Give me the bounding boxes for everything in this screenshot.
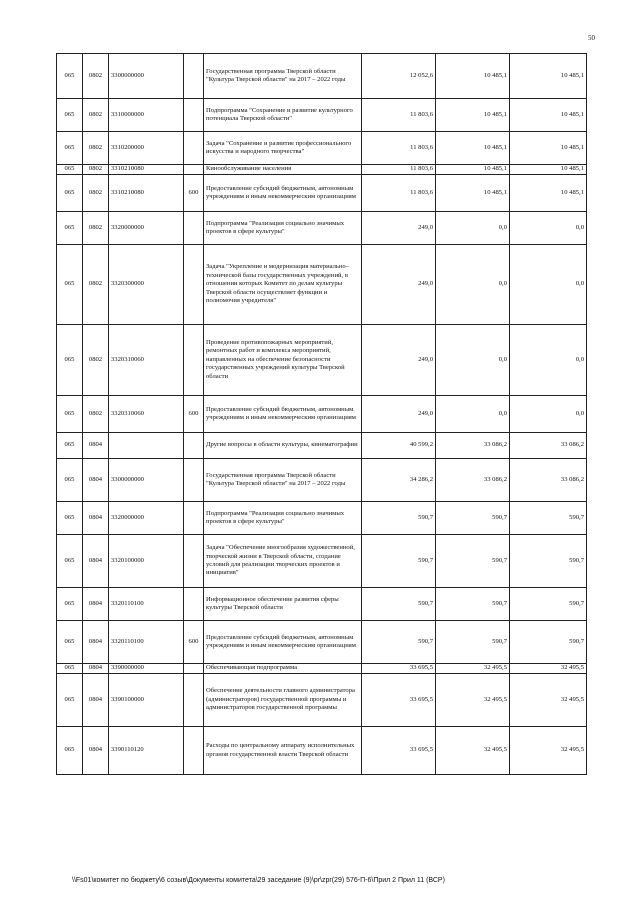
table-row xyxy=(57,727,587,775)
cell-administrator-code: 065 xyxy=(57,245,83,325)
cell-item-name: Обеспечение деятельности главного администратора (администраторов) государственной программы и администраторов государственной программы xyxy=(204,674,362,727)
cell-expense-type-code xyxy=(184,54,204,99)
cell-amount-year-3: 10 485,1 xyxy=(510,99,587,132)
cell-expense-type-code xyxy=(184,212,204,245)
cell-amount-year-2: 0,0 xyxy=(436,245,510,325)
cell-administrator-code: 065 xyxy=(57,588,83,621)
cell-target-article-code xyxy=(109,433,184,459)
cell-target-article-code: 3390110120 xyxy=(109,727,184,775)
cell-amount-year-1: 11 803,6 xyxy=(362,132,436,165)
cell-item-name: Предоставление субсидий бюджетным, автономным учреждениям и иным некоммерческим организациям xyxy=(204,396,362,433)
cell-amount-year-3: 32 495,5 xyxy=(510,674,587,727)
cell-amount-year-1: 590,7 xyxy=(362,502,436,535)
cell-expense-type-code xyxy=(184,535,204,588)
cell-section-code: 0802 xyxy=(83,99,109,132)
cell-amount-year-2: 10 485,1 xyxy=(436,175,510,212)
cell-amount-year-3: 0,0 xyxy=(510,396,587,433)
cell-administrator-code: 065 xyxy=(57,459,83,502)
cell-amount-year-1: 590,7 xyxy=(362,588,436,621)
cell-administrator-code: 065 xyxy=(57,165,83,175)
cell-item-name: Другие вопросы в области культуры, кинематографии xyxy=(204,433,362,459)
cell-expense-type-code xyxy=(184,132,204,165)
cell-amount-year-2: 32 495,5 xyxy=(436,727,510,775)
cell-expense-type-code: 600 xyxy=(184,621,204,664)
table-row xyxy=(57,664,587,674)
cell-target-article-code: 3310000000 xyxy=(109,99,184,132)
cell-section-code: 0804 xyxy=(83,535,109,588)
cell-item-name: Предоставление субсидий бюджетным, автономным учреждениям и иным некоммерческим организациям xyxy=(204,175,362,212)
cell-expense-type-code xyxy=(184,674,204,727)
cell-item-name: Задача "Сохранение и развитие профессионального искусства и народного творчества" xyxy=(204,132,362,165)
cell-expense-type-code: 600 xyxy=(184,175,204,212)
cell-administrator-code: 065 xyxy=(57,175,83,212)
budget-table-body xyxy=(57,54,587,775)
cell-administrator-code: 065 xyxy=(57,433,83,459)
cell-target-article-code: 3320110100 xyxy=(109,588,184,621)
cell-amount-year-3: 0,0 xyxy=(510,325,587,396)
cell-item-name: Государственная программа Тверской области "Культура Тверской области" на 2017 – 2022 годы xyxy=(204,459,362,502)
cell-amount-year-3: 10 485,1 xyxy=(510,54,587,99)
cell-expense-type-code xyxy=(184,433,204,459)
cell-amount-year-1: 12 052,6 xyxy=(362,54,436,99)
table-row xyxy=(57,132,587,165)
cell-amount-year-2: 590,7 xyxy=(436,621,510,664)
cell-administrator-code: 065 xyxy=(57,664,83,674)
cell-section-code: 0804 xyxy=(83,664,109,674)
cell-amount-year-3: 10 485,1 xyxy=(510,165,587,175)
cell-amount-year-1: 34 286,2 xyxy=(362,459,436,502)
cell-administrator-code: 065 xyxy=(57,212,83,245)
cell-amount-year-2: 10 485,1 xyxy=(436,99,510,132)
cell-amount-year-1: 249,0 xyxy=(362,396,436,433)
cell-amount-year-3: 10 485,1 xyxy=(510,175,587,212)
cell-expense-type-code xyxy=(184,459,204,502)
cell-expense-type-code xyxy=(184,245,204,325)
cell-section-code: 0802 xyxy=(83,245,109,325)
cell-target-article-code: 3320100000 xyxy=(109,535,184,588)
footer-file-path: \\Fs01\комитет по бюджету\6 созыв\Документы комитета\29 заседание (9)\pr\zpr(29) 576-П-6\Прил 2 Прил 11 (ВСР) xyxy=(72,877,445,884)
table-row xyxy=(57,502,587,535)
cell-administrator-code: 065 xyxy=(57,621,83,664)
cell-amount-year-2: 590,7 xyxy=(436,588,510,621)
cell-amount-year-2: 10 485,1 xyxy=(436,132,510,165)
cell-administrator-code: 065 xyxy=(57,54,83,99)
cell-section-code: 0804 xyxy=(83,502,109,535)
cell-target-article-code: 3310200000 xyxy=(109,132,184,165)
table-row xyxy=(57,588,587,621)
cell-amount-year-3: 590,7 xyxy=(510,588,587,621)
cell-target-article-code: 3390000000 xyxy=(109,664,184,674)
table-row xyxy=(57,459,587,502)
cell-administrator-code: 065 xyxy=(57,396,83,433)
cell-administrator-code: 065 xyxy=(57,674,83,727)
cell-amount-year-1: 33 695,5 xyxy=(362,727,436,775)
cell-amount-year-2: 10 485,1 xyxy=(436,54,510,99)
cell-amount-year-2: 33 086,2 xyxy=(436,433,510,459)
cell-amount-year-3: 33 086,2 xyxy=(510,433,587,459)
cell-target-article-code: 3320000000 xyxy=(109,212,184,245)
cell-target-article-code: 3320310060 xyxy=(109,325,184,396)
cell-amount-year-1: 11 803,6 xyxy=(362,99,436,132)
cell-amount-year-2: 590,7 xyxy=(436,535,510,588)
cell-administrator-code: 065 xyxy=(57,132,83,165)
cell-expense-type-code xyxy=(184,727,204,775)
cell-amount-year-2: 0,0 xyxy=(436,396,510,433)
cell-expense-type-code xyxy=(184,664,204,674)
cell-section-code: 0804 xyxy=(83,621,109,664)
table-row xyxy=(57,325,587,396)
cell-expense-type-code xyxy=(184,99,204,132)
cell-amount-year-3: 0,0 xyxy=(510,245,587,325)
table-row xyxy=(57,175,587,212)
table-row xyxy=(57,245,587,325)
cell-target-article-code: 3320310060 xyxy=(109,396,184,433)
cell-item-name: Проведение противопожарных мероприятий, ремонтных работ и комплекса мероприятий, направленных на обеспечение безопасности государственных учреждений культуры Тверской области xyxy=(204,325,362,396)
cell-amount-year-1: 249,0 xyxy=(362,325,436,396)
cell-item-name: Подпрограмма "Реализация социально значимых проектов в сфере культуры" xyxy=(204,212,362,245)
cell-administrator-code: 065 xyxy=(57,325,83,396)
cell-expense-type-code xyxy=(184,502,204,535)
cell-section-code: 0802 xyxy=(83,212,109,245)
cell-section-code: 0802 xyxy=(83,325,109,396)
table-row xyxy=(57,99,587,132)
cell-amount-year-1: 249,0 xyxy=(362,245,436,325)
cell-expense-type-code xyxy=(184,165,204,175)
cell-target-article-code: 3300000000 xyxy=(109,459,184,502)
cell-amount-year-1: 33 695,5 xyxy=(362,664,436,674)
table-row xyxy=(57,674,587,727)
cell-target-article-code: 3390100000 xyxy=(109,674,184,727)
cell-item-name: Государственная программа Тверской области "Культура Тверской области" на 2017 – 2022 годы xyxy=(204,54,362,99)
table-row xyxy=(57,165,587,175)
table-row xyxy=(57,212,587,245)
cell-amount-year-3: 590,7 xyxy=(510,621,587,664)
cell-amount-year-2: 0,0 xyxy=(436,325,510,396)
cell-administrator-code: 065 xyxy=(57,502,83,535)
cell-amount-year-2: 32 495,5 xyxy=(436,664,510,674)
table-row xyxy=(57,54,587,99)
cell-section-code: 0804 xyxy=(83,588,109,621)
cell-amount-year-1: 11 803,6 xyxy=(362,175,436,212)
table-row xyxy=(57,621,587,664)
cell-amount-year-3: 32 495,5 xyxy=(510,727,587,775)
cell-section-code: 0804 xyxy=(83,674,109,727)
cell-amount-year-3: 33 086,2 xyxy=(510,459,587,502)
cell-expense-type-code xyxy=(184,325,204,396)
cell-target-article-code: 3320110100 xyxy=(109,621,184,664)
cell-administrator-code: 065 xyxy=(57,535,83,588)
cell-section-code: 0802 xyxy=(83,132,109,165)
cell-item-name: Подпрограмма "Сохранение и развитие культурного потенциала Тверской области" xyxy=(204,99,362,132)
cell-section-code: 0802 xyxy=(83,54,109,99)
cell-amount-year-3: 0,0 xyxy=(510,212,587,245)
cell-amount-year-1: 590,7 xyxy=(362,535,436,588)
cell-item-name: Задача "Укрепление и модернизация материально–технической базы государственных учреждений, в отношении которых Комитет по делам культуры Тверской области осуществляет функции и полномочия учредителя" xyxy=(204,245,362,325)
cell-amount-year-1: 249,0 xyxy=(362,212,436,245)
cell-target-article-code: 3320300000 xyxy=(109,245,184,325)
table-row xyxy=(57,535,587,588)
cell-amount-year-2: 590,7 xyxy=(436,502,510,535)
cell-administrator-code: 065 xyxy=(57,99,83,132)
cell-amount-year-3: 32 495,5 xyxy=(510,664,587,674)
cell-item-name: Расходы по центральному аппарату исполнительных органов государственной власти Тверской области xyxy=(204,727,362,775)
cell-amount-year-1: 11 803,6 xyxy=(362,165,436,175)
cell-item-name: Задача "Обеспечение многообразия художественной, творческой жизни в Тверской области, создание условий для реализации творческих проектов и инициатив" xyxy=(204,535,362,588)
cell-expense-type-code: 600 xyxy=(184,396,204,433)
cell-amount-year-1: 590,7 xyxy=(362,621,436,664)
cell-amount-year-3: 590,7 xyxy=(510,535,587,588)
cell-item-name: Предоставление субсидий бюджетным, автономным учреждениям и иным некоммерческим организациям xyxy=(204,621,362,664)
cell-target-article-code: 3310210080 xyxy=(109,165,184,175)
cell-amount-year-1: 40 599,2 xyxy=(362,433,436,459)
cell-administrator-code: 065 xyxy=(57,727,83,775)
table-row xyxy=(57,433,587,459)
cell-item-name: Обеспечивающая подпрограмма xyxy=(204,664,362,674)
cell-item-name: Подпрограмма "Реализация социально значимых проектов в сфере культуры" xyxy=(204,502,362,535)
cell-expense-type-code xyxy=(184,588,204,621)
cell-target-article-code: 3320000000 xyxy=(109,502,184,535)
cell-section-code: 0802 xyxy=(83,175,109,212)
cell-amount-year-2: 10 485,1 xyxy=(436,165,510,175)
cell-amount-year-3: 590,7 xyxy=(510,502,587,535)
cell-section-code: 0804 xyxy=(83,433,109,459)
page-number: 50 xyxy=(588,34,595,42)
cell-amount-year-3: 10 485,1 xyxy=(510,132,587,165)
cell-amount-year-1: 33 695,5 xyxy=(362,674,436,727)
cell-target-article-code: 3310210080 xyxy=(109,175,184,212)
cell-amount-year-2: 0,0 xyxy=(436,212,510,245)
cell-target-article-code: 3300000000 xyxy=(109,54,184,99)
cell-section-code: 0804 xyxy=(83,459,109,502)
table-row xyxy=(57,396,587,433)
budget-table xyxy=(56,53,587,775)
cell-section-code: 0802 xyxy=(83,396,109,433)
cell-item-name: Кинообслуживание населения xyxy=(204,165,362,175)
cell-section-code: 0804 xyxy=(83,727,109,775)
cell-amount-year-2: 32 495,5 xyxy=(436,674,510,727)
cell-section-code: 0802 xyxy=(83,165,109,175)
cell-amount-year-2: 33 086,2 xyxy=(436,459,510,502)
cell-item-name: Информационное обеспечение развития сферы культуры Тверской области xyxy=(204,588,362,621)
